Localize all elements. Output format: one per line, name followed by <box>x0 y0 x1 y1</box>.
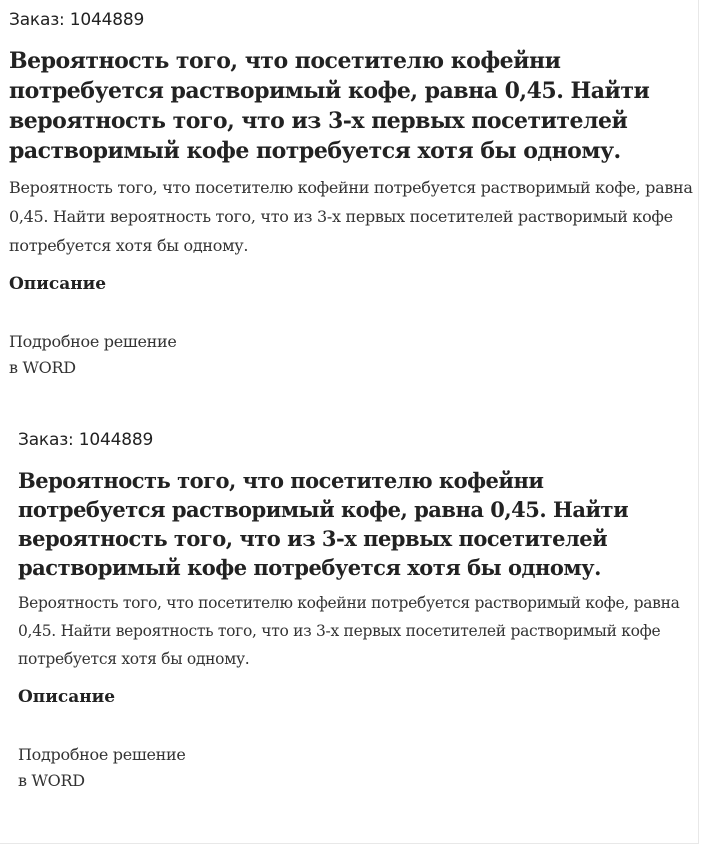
problem-description: Вероятность того, что посетителю кофейни потребуется растворимый кофе, равна 0,45. Найти вероятность того, что из 3-х первых посетителей растворимый кофе потребуется хотя бы одному. <box>18 594 680 668</box>
order-number: Заказ: 1044889 <box>18 430 154 450</box>
order-number: Заказ: 1044889 <box>9 10 145 30</box>
description-heading: Описание <box>18 687 116 707</box>
order-card <box>9 8 694 381</box>
solution-note: Подробное решение в WORD <box>18 745 186 790</box>
order-card <box>18 428 688 794</box>
solution-note: Подробное решение в WORD <box>9 332 177 377</box>
problem-description: Вероятность того, что посетителю кофейни потребуется растворимый кофе, равна 0,45. Найти вероятность того, что из 3-х первых посетителей растворимый кофе потребуется хотя бы одному. <box>9 178 693 255</box>
problem-title: Вероятность того, что посетителю кофейни потребуется растворимый кофе, равна 0,45. Найти вероятность того, что из 3-х первых посетителей растворимый кофе потребуется хотя бы одному. <box>18 468 629 580</box>
description-heading: Описание <box>9 274 107 294</box>
problem-title: Вероятность того, что посетителю кофейни потребуется растворимый кофе, равна 0,45. Найти вероятность того, что из 3-х первых посетителей растворимый кофе потребуется хотя бы одному. <box>9 48 650 164</box>
